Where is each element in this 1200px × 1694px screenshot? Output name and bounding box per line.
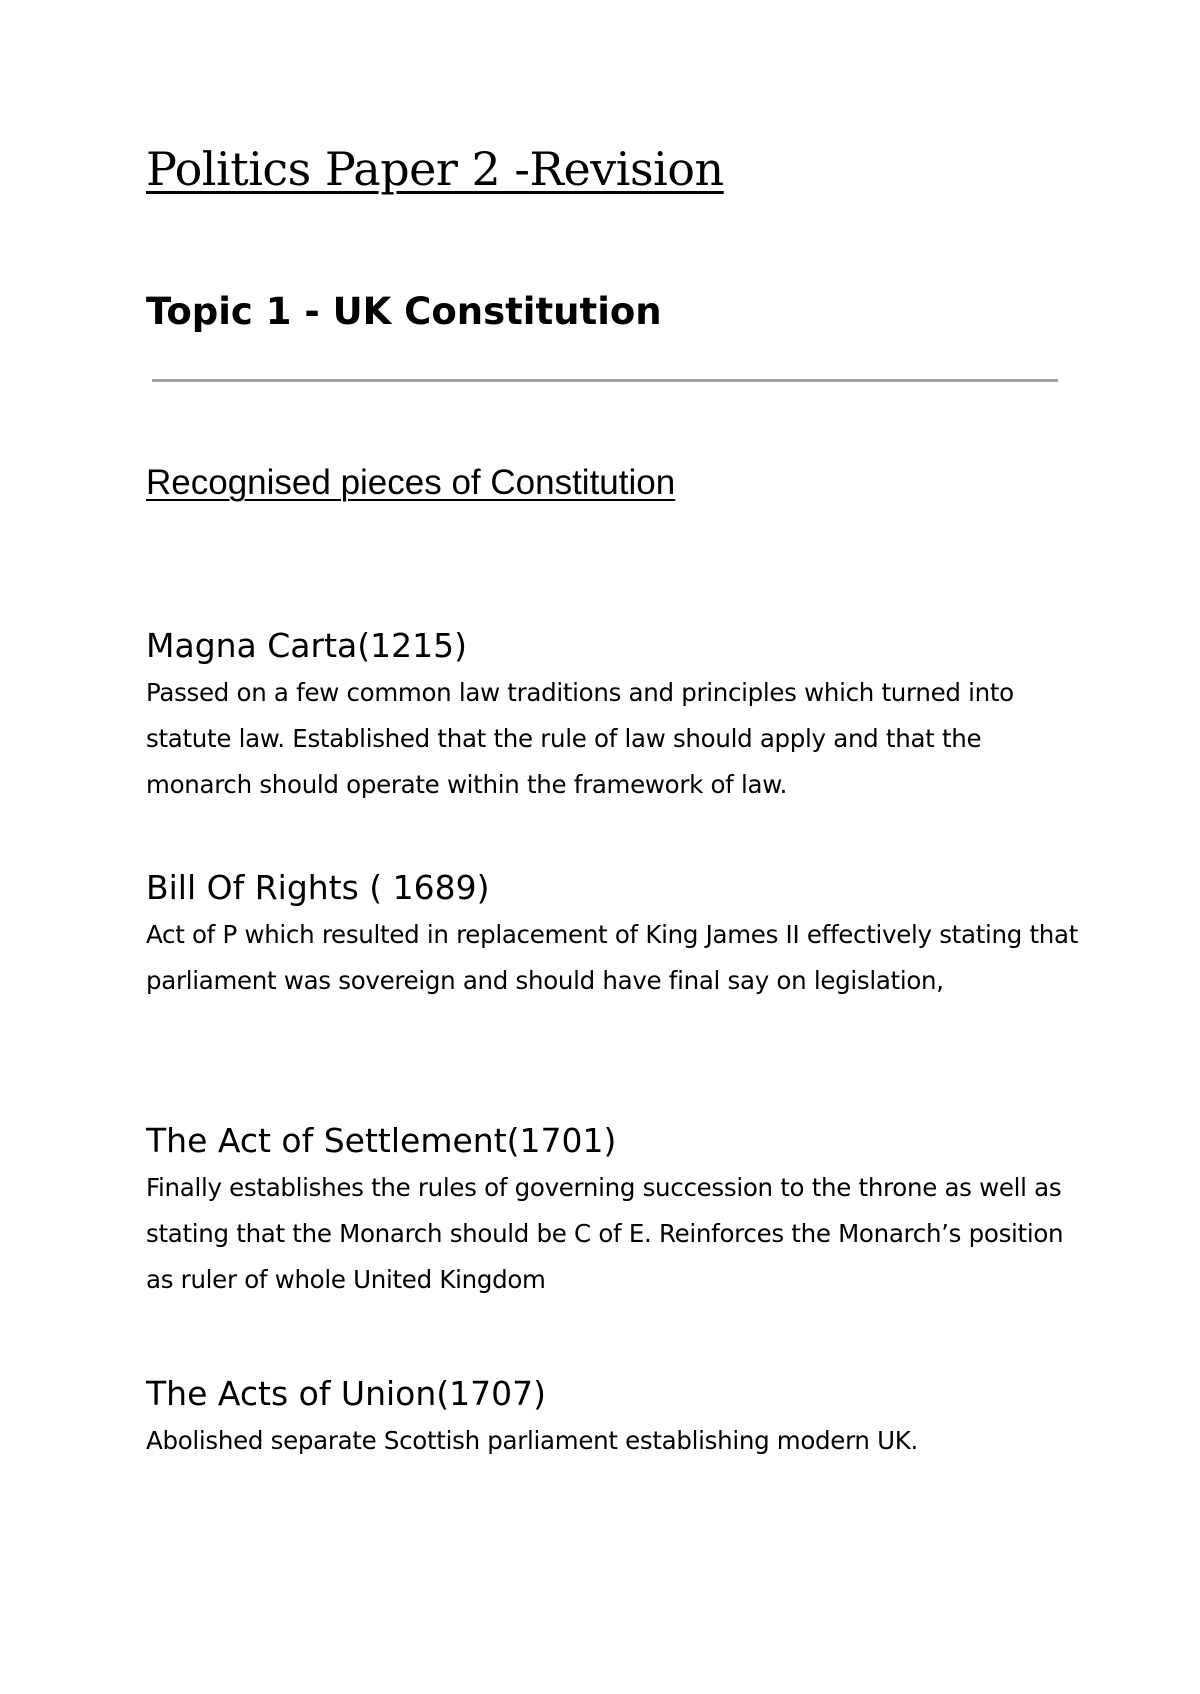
entry-bill-of-rights xyxy=(146,866,1086,1004)
document-title: Politics Paper 2 -Revision xyxy=(146,142,724,196)
entry-acts-of-union xyxy=(146,1372,1086,1464)
topic-heading: Topic 1 - UK Constitution xyxy=(146,290,662,333)
entry-act-of-settlement xyxy=(146,1119,1086,1303)
entry-title: The Act of Settlement(1701) xyxy=(146,1121,617,1160)
entry-body: Act of P which resulted in replacement of King James II effectively stating that parliament was sovereign and should have final say on legislation, xyxy=(146,920,1079,995)
entry-body: Passed on a few common law traditions and principles which turned into statute law. Established that the rule of law should apply and that the monarch should operate within the framework of law. xyxy=(146,678,1014,799)
entry-title: Bill Of Rights ( 1689) xyxy=(146,868,490,907)
entry-title: The Acts of Union(1707) xyxy=(146,1374,546,1413)
entry-magna-carta xyxy=(146,624,1086,808)
entry-body: Abolished separate Scottish parliament establishing modern UK. xyxy=(146,1426,919,1455)
horizontal-divider xyxy=(152,379,1058,382)
section-heading: Recognised pieces of Constitution xyxy=(146,463,676,502)
entry-title: Magna Carta(1215) xyxy=(146,626,467,665)
entry-body: Finally establishes the rules of governing succession to the throne as well as stating that the Monarch should be C of E. Reinforces the Monarch’s position as ruler of whole United Kingdom xyxy=(146,1173,1064,1294)
